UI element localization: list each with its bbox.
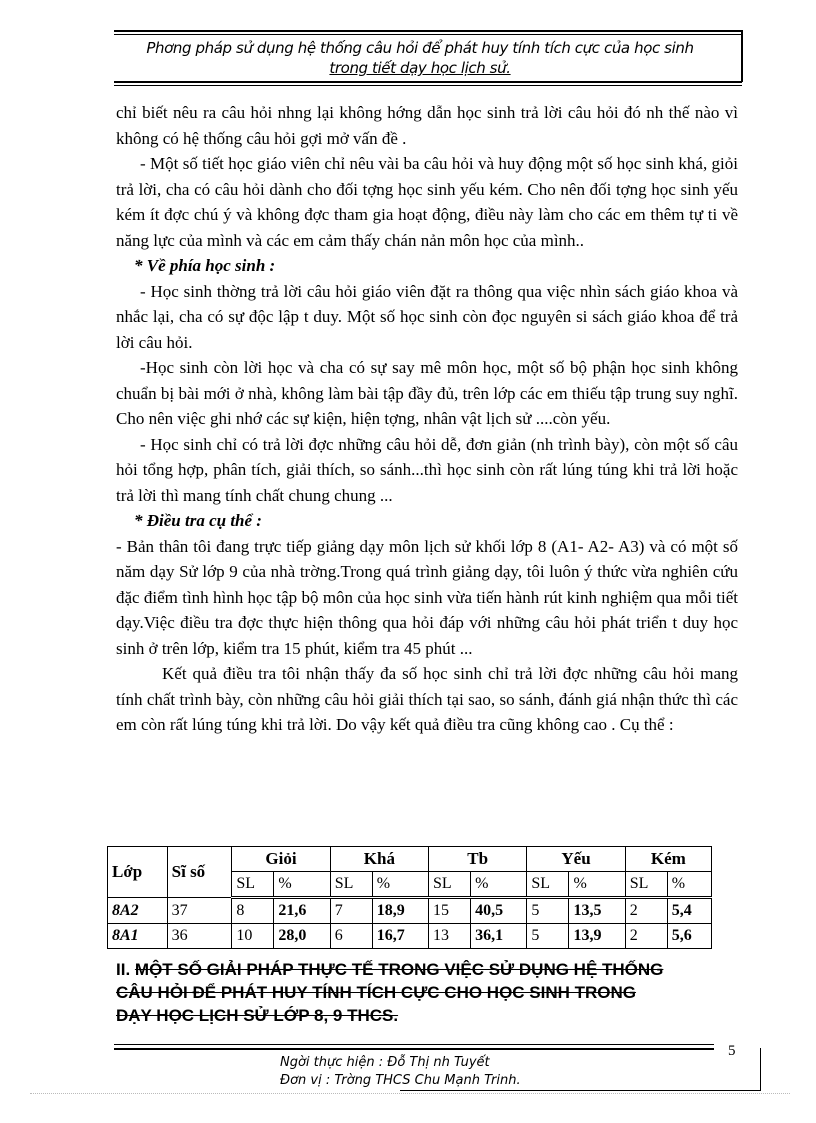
section-title-part: MỘT SỐ GIẢI PHÁP THỰC TẾ TRONG VIỆC SỬ DỤNG HỆ THỐNG [134,960,664,979]
table-row [108,898,712,924]
table-cell: 36,1 [471,924,527,949]
paragraph: - Một số tiết học giáo viên chỉ nêu vài ba câu hỏi và huy động một số học sinh khá, giỏi trả lời, cha có câu hỏi dành cho đối tợng học sinh yếu kém. Cho nên đối tợng học sinh yếu kém ít đợc chú ý và không đợc tham gia hoạt động, điều này làm cho các em thêm tự ti về năng lực của mình và các em cảm thấy chán nản môn học của mình.. [116,154,738,250]
table-cell: 5 [527,898,569,924]
table-cell: 2 [625,898,667,924]
col-size-header: Sĩ số [167,847,232,898]
table-cell: 2 [625,924,667,949]
section-prefix: II. [116,960,135,979]
col-class-header: Lớp [108,847,168,898]
table-cell: 15 [429,898,471,924]
header-bottom-rule-thin [114,85,742,86]
table-cell: 6 [330,924,372,949]
sub-header: % [471,872,527,898]
sub-header: SL [625,872,667,898]
paragraph: -Học sinh còn lời học và cha có sự say mê môn học, một số bộ phận học sinh không chuẩn bị bài mới ở nhà, không làm bài tập đầy đủ, trên lớp các em thiếu tập trung suy nghĩ. Cho nên việc ghi nhớ các sự kiện, hiện tợng, nhân vật lịch sử ....còn yếu. [116,358,738,428]
results-table [107,846,712,949]
footer-author: Ngời thực hiện : Đỗ Thị nh Tuyết [280,1055,490,1070]
footer-rule-thick [114,1048,714,1050]
table-cell: 16,7 [372,924,428,949]
table-cell: 13,9 [569,924,625,949]
table-cell: 7 [330,898,372,924]
header-bottom-rule [114,81,742,83]
class-cell: 8A2 [108,898,168,924]
paragraph: - Bản thân tôi đang trực tiếp giảng dạy môn lịch sử khối lớp 8 (A1- A2- A3) và có một số năm dạy Sử lớp 9 của nhà trờng.Trong quá trình giảng dạy, tôi luôn ý thức vừa nghiên cứu đặc điểm tình hình học tập bộ môn của học sinh vừa tiến hành rút kinh nghiệm qua mỗi tiết dạy.Việc điều tra đợc thực hiện thông qua hỏi đáp với những câu hỏi phát triển t duy học sinh ở trên lớp, kiểm tra 15 phút, kiểm tra 45 phút ... [116,536,738,658]
paragraph: - Học sinh thờng trả lời câu hỏi giáo viên đặt ra thông qua việc nhìn sách giáo khoa và nhắc lại, cha có sự độc lập t duy. Một số học sinh còn đọc nguyên si sách giáo khoa để trả lời câu hỏi. [116,281,738,352]
table-cell: 13,5 [569,898,625,924]
sub-header: SL [232,872,274,898]
page-number: 5 [728,1043,736,1059]
group-header: Yếu [527,847,625,872]
class-cell: 8A1 [108,924,168,949]
section-heading-line2: CÂU HỎI ĐỂ PHÁT HUY TÍNH TÍCH CỰC CHO HỌC SINH TRONG [116,983,637,1002]
size-cell: 37 [167,898,232,924]
sub-header: % [569,872,625,898]
table-cell: 10 [232,924,274,949]
footer-unit: Đơn vị : Trờng THCS Chu Mạnh Trinh. [280,1073,521,1088]
group-header: Khá [330,847,428,872]
footer-rule [114,1044,714,1045]
header-title-line1: Phơng pháp sử dụng hệ thống câu hỏi để phát huy tính tích cực của học sinh [146,39,694,57]
section-heading-line1 [116,958,746,981]
table-cell: 13 [429,924,471,949]
subheading-survey: * Điều tra cụ thể : [134,511,262,530]
sub-header: % [667,872,711,898]
table-row [108,924,712,949]
sub-header: % [274,872,330,898]
table-cell: 5 [527,924,569,949]
group-header: Giỏi [232,847,330,872]
header-top-rule-thin [114,34,742,35]
header-title-line2: trong tiết dạy học lịch sử. [329,59,511,77]
sub-header: % [372,872,428,898]
sub-header: SL [429,872,471,898]
group-header: Tb [429,847,527,872]
page-bottom-dotted-rule [30,1093,790,1094]
footer-bottom-rule [400,1090,760,1091]
header-right-rule [741,30,743,82]
section-heading [116,958,746,1027]
paragraph: Kết quả điều tra tôi nhận thấy đa số học sinh chỉ trả lời đợc những câu hỏi mang tính chất trình bày, còn những câu hỏi giải thích tại sao, so sánh, đánh giá nhận thức thì các em còn rất lúng túng khi trả lời. Do vậy kết quả điều tra cũng không cao . Cụ thể : [116,664,738,734]
header-title [100,38,740,78]
table-cell: 28,0 [274,924,330,949]
sub-header: SL [330,872,372,898]
paragraph: - Học sinh chỉ có trả lời đợc những câu hỏi dễ, đơn giản (nh trình bày), còn một số câu hỏi tổng hợp, phân tích, giải thích, so sánh...thì học sinh còn rất lúng túng khi trả lời hoặc trả lời thì mang tính chất chung chung ... [116,434,738,505]
table-cell: 5,6 [667,924,711,949]
table-cell: 40,5 [471,898,527,924]
sub-header: SL [527,872,569,898]
footer-right-rule [760,1048,761,1091]
subheading-students: * Về phía học sinh : [134,256,276,275]
table-cell: 8 [232,898,274,924]
section-heading-line3: DẠY HỌC LỊCH SỬ LỚP 8, 9 THCS. [116,1006,399,1025]
table-cell: 21,6 [274,898,330,924]
paragraph: chỉ biết nêu ra câu hỏi nhng lại không hớng dẫn học sinh trả lời câu hỏi đó nh thế nào vì không có hệ thống câu hỏi gợi mở vấn đề . [116,103,738,148]
body-text [116,100,738,738]
table-cell: 18,9 [372,898,428,924]
size-cell: 36 [167,924,232,949]
table-header-row [108,847,712,872]
table-cell: 5,4 [667,898,711,924]
group-header: Kém [625,847,711,872]
header-top-rule [114,30,742,32]
